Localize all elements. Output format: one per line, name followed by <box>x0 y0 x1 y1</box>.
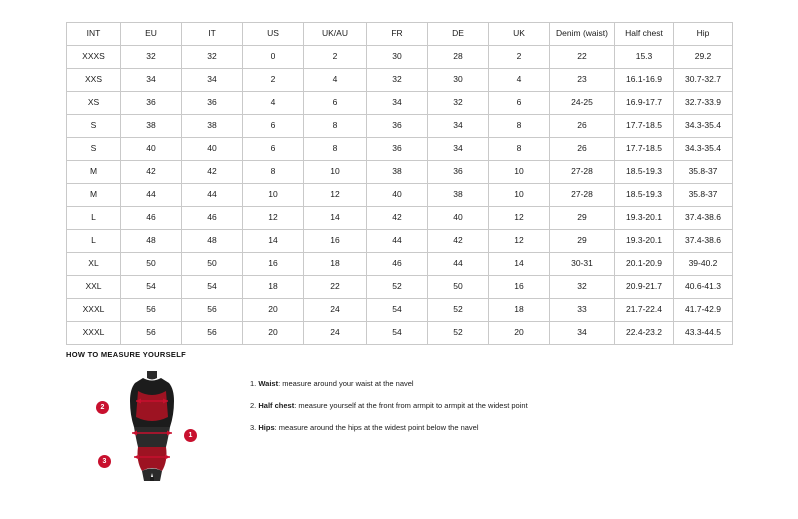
cell: 17.7-18.5 <box>615 115 674 138</box>
column-header: DE <box>428 23 489 46</box>
cell: 18.5-19.3 <box>615 161 674 184</box>
instruction-term: Hips <box>258 423 275 432</box>
cell: 35.8-37 <box>674 184 733 207</box>
measure-badge-3: 3 <box>98 455 111 468</box>
cell: 27-28 <box>550 161 615 184</box>
cell: 32 <box>367 69 428 92</box>
cell: 10 <box>489 184 550 207</box>
measure-body <box>66 369 732 501</box>
cell: S <box>67 138 121 161</box>
table-row <box>67 115 733 138</box>
cell: 56 <box>182 299 243 322</box>
cell: XS <box>67 92 121 115</box>
cell: 26 <box>550 138 615 161</box>
cell: 42 <box>428 230 489 253</box>
cell: 0 <box>243 46 304 69</box>
cell: 36 <box>428 161 489 184</box>
cell: 34.3-35.4 <box>674 138 733 161</box>
cell: 29.2 <box>674 46 733 69</box>
instruction-text: : measure yourself at the front from armpit to armpit at the widest point <box>294 401 528 410</box>
cell: 44 <box>182 184 243 207</box>
cell: XXXL <box>67 322 121 345</box>
instruction-number: 2. <box>250 401 257 410</box>
cell: 24-25 <box>550 92 615 115</box>
cell: 20 <box>489 322 550 345</box>
cell: 54 <box>182 276 243 299</box>
cell: 52 <box>428 299 489 322</box>
cell: 14 <box>304 207 367 230</box>
cell: 14 <box>489 253 550 276</box>
cell: 40.6-41.3 <box>674 276 733 299</box>
cell: 20 <box>243 322 304 345</box>
cell: 42 <box>182 161 243 184</box>
cell: 48 <box>121 230 182 253</box>
cell: 32 <box>121 46 182 69</box>
cell: 40 <box>428 207 489 230</box>
cell: 38 <box>121 115 182 138</box>
cell: 22 <box>550 46 615 69</box>
section-title: HOW TO MEASURE YOURSELF <box>66 350 186 359</box>
instruction-text: : measure around your waist at the navel <box>278 379 414 388</box>
cell: L <box>67 230 121 253</box>
cell: 38 <box>182 115 243 138</box>
table-row <box>67 322 733 345</box>
cell: 46 <box>367 253 428 276</box>
column-header: EU <box>121 23 182 46</box>
column-header: Denim (waist) <box>550 23 615 46</box>
cell: 34.3-35.4 <box>674 115 733 138</box>
cell: 41.7-42.9 <box>674 299 733 322</box>
cell: 22.4-23.2 <box>615 322 674 345</box>
cell: 16 <box>304 230 367 253</box>
cell: 16.9-17.7 <box>615 92 674 115</box>
table-row <box>67 230 733 253</box>
cell: 6 <box>243 138 304 161</box>
instruction-item <box>250 379 528 388</box>
cell: 34 <box>550 322 615 345</box>
column-header: FR <box>367 23 428 46</box>
cell: 52 <box>428 322 489 345</box>
cell: 42 <box>367 207 428 230</box>
cell: 17.7-18.5 <box>615 138 674 161</box>
cell: 26 <box>550 115 615 138</box>
cell: 36 <box>367 115 428 138</box>
table-row <box>67 253 733 276</box>
cell: 18 <box>243 276 304 299</box>
instruction-text: : measure around the hips at the widest point below the navel <box>274 423 479 432</box>
cell: 16.1-16.9 <box>615 69 674 92</box>
cell: 4 <box>304 69 367 92</box>
cell: 56 <box>121 322 182 345</box>
cell: 42 <box>121 161 182 184</box>
cell: 29 <box>550 207 615 230</box>
cell: XL <box>67 253 121 276</box>
mannequin-diagram <box>94 371 214 501</box>
table-row <box>67 184 733 207</box>
cell: 20 <box>243 299 304 322</box>
cell: XXS <box>67 69 121 92</box>
cell: 32.7-33.9 <box>674 92 733 115</box>
cell: 37.4-38.6 <box>674 230 733 253</box>
size-chart-table <box>66 22 733 345</box>
instruction-number: 1. <box>250 379 257 388</box>
cell: S <box>67 115 121 138</box>
cell: L <box>67 207 121 230</box>
table-row <box>67 92 733 115</box>
cell: M <box>67 161 121 184</box>
cell: 20.9-21.7 <box>615 276 674 299</box>
cell: 34 <box>428 115 489 138</box>
cell: 38 <box>367 161 428 184</box>
cell: 40 <box>367 184 428 207</box>
cell: 8 <box>243 161 304 184</box>
cell: 8 <box>489 138 550 161</box>
instruction-item <box>250 401 528 410</box>
cell: 16 <box>489 276 550 299</box>
cell: 33 <box>550 299 615 322</box>
cell: 8 <box>489 115 550 138</box>
instruction-term: Half chest <box>258 401 295 410</box>
cell: 37.4-38.6 <box>674 207 733 230</box>
cell: 40 <box>182 138 243 161</box>
column-header: Hip <box>674 23 733 46</box>
cell: 40 <box>121 138 182 161</box>
cell: 43.3-44.5 <box>674 322 733 345</box>
cell: 19.3-20.1 <box>615 207 674 230</box>
cell: 54 <box>367 299 428 322</box>
cell: 30.7-32.7 <box>674 69 733 92</box>
cell: 18 <box>489 299 550 322</box>
cell: 10 <box>489 161 550 184</box>
cell: 27-28 <box>550 184 615 207</box>
cell: 34 <box>428 138 489 161</box>
cell: 10 <box>243 184 304 207</box>
cell: 29 <box>550 230 615 253</box>
cell: 54 <box>121 276 182 299</box>
cell: 28 <box>428 46 489 69</box>
measure-badge-1: 1 <box>184 429 197 442</box>
cell: 8 <box>304 115 367 138</box>
column-header: IT <box>182 23 243 46</box>
table-row <box>67 276 733 299</box>
table-row <box>67 46 733 69</box>
cell: 50 <box>428 276 489 299</box>
instruction-number: 3. <box>250 423 257 432</box>
size-chart-container <box>66 22 732 345</box>
cell: 36 <box>121 92 182 115</box>
cell: 56 <box>121 299 182 322</box>
cell: 4 <box>243 92 304 115</box>
column-header: UK/AU <box>304 23 367 46</box>
cell: 18.5-19.3 <box>615 184 674 207</box>
table-row <box>67 69 733 92</box>
cell: 44 <box>428 253 489 276</box>
mannequin-icon <box>124 371 180 481</box>
cell: 46 <box>182 207 243 230</box>
measure-instructions <box>250 379 528 445</box>
cell: 2 <box>489 46 550 69</box>
cell: 22 <box>304 276 367 299</box>
cell: 21.7-22.4 <box>615 299 674 322</box>
cell: 4 <box>489 69 550 92</box>
cell: 20.1-20.9 <box>615 253 674 276</box>
table-row <box>67 138 733 161</box>
cell: 8 <box>304 138 367 161</box>
table-row <box>67 207 733 230</box>
column-header: US <box>243 23 304 46</box>
instruction-term: Waist <box>258 379 279 388</box>
table-header-row <box>67 23 733 46</box>
cell: 48 <box>182 230 243 253</box>
cell: M <box>67 184 121 207</box>
cell: 50 <box>182 253 243 276</box>
cell: 12 <box>489 230 550 253</box>
table-row <box>67 161 733 184</box>
cell: XXXL <box>67 299 121 322</box>
cell: 39-40.2 <box>674 253 733 276</box>
cell: 24 <box>304 322 367 345</box>
cell: 32 <box>182 46 243 69</box>
cell: 36 <box>367 138 428 161</box>
cell: 30-31 <box>550 253 615 276</box>
measure-badge-2: 2 <box>96 401 109 414</box>
cell: 19.3-20.1 <box>615 230 674 253</box>
cell: 46 <box>121 207 182 230</box>
cell: 23 <box>550 69 615 92</box>
cell: 2 <box>243 69 304 92</box>
cell: 15.3 <box>615 46 674 69</box>
how-to-measure-section <box>66 350 732 501</box>
cell: 32 <box>550 276 615 299</box>
cell: 50 <box>121 253 182 276</box>
column-header: INT <box>67 23 121 46</box>
cell: 44 <box>121 184 182 207</box>
cell: 34 <box>182 69 243 92</box>
cell: 30 <box>428 69 489 92</box>
cell: XXL <box>67 276 121 299</box>
cell: 12 <box>243 207 304 230</box>
cell: 52 <box>367 276 428 299</box>
cell: 36 <box>182 92 243 115</box>
cell: 2 <box>304 46 367 69</box>
table-row <box>67 299 733 322</box>
column-header: UK <box>489 23 550 46</box>
cell: 10 <box>304 161 367 184</box>
column-header: Half chest <box>615 23 674 46</box>
cell: 18 <box>304 253 367 276</box>
cell: 6 <box>243 115 304 138</box>
cell: 34 <box>121 69 182 92</box>
cell: 56 <box>182 322 243 345</box>
cell: 12 <box>304 184 367 207</box>
cell: 16 <box>243 253 304 276</box>
cell: 32 <box>428 92 489 115</box>
cell: 6 <box>304 92 367 115</box>
instruction-item <box>250 423 528 432</box>
cell: 12 <box>489 207 550 230</box>
cell: 54 <box>367 322 428 345</box>
cell: 24 <box>304 299 367 322</box>
cell: 44 <box>367 230 428 253</box>
cell: 38 <box>428 184 489 207</box>
cell: 6 <box>489 92 550 115</box>
cell: 35.8-37 <box>674 161 733 184</box>
cell: XXXS <box>67 46 121 69</box>
cell: 14 <box>243 230 304 253</box>
cell: 34 <box>367 92 428 115</box>
cell: 30 <box>367 46 428 69</box>
